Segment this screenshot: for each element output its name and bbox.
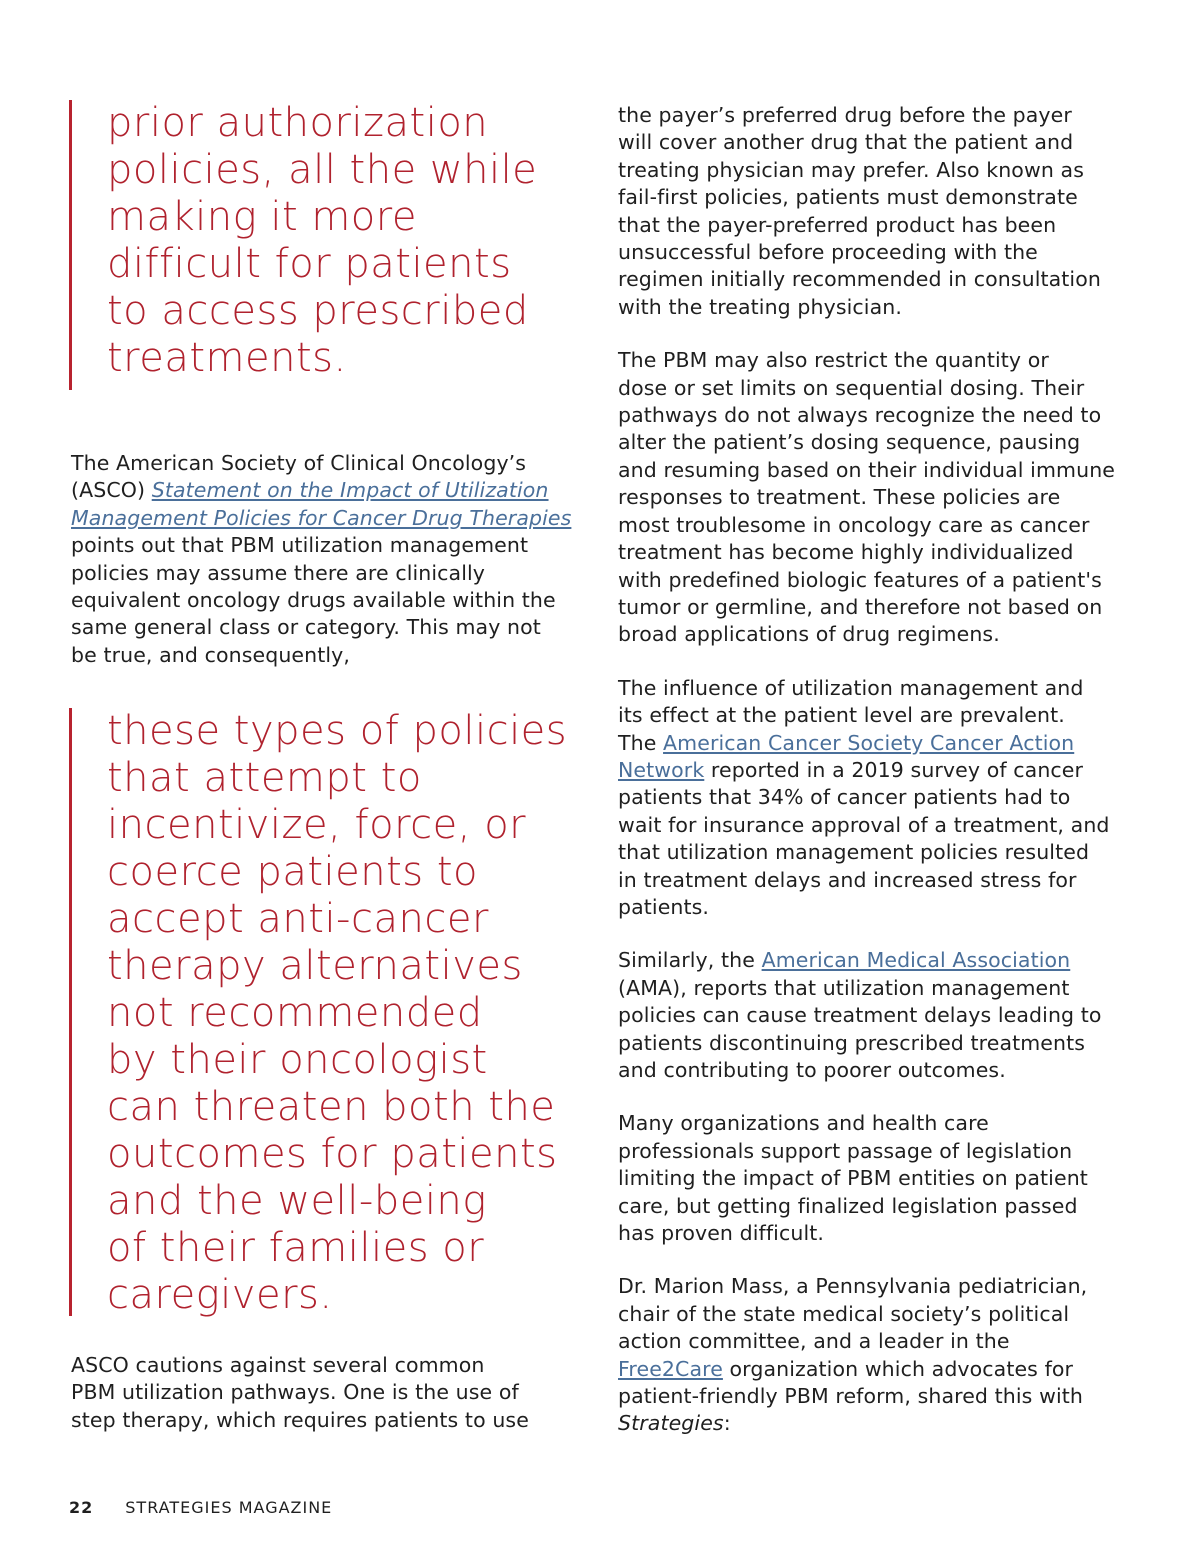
- page-footer: [69, 1498, 332, 1517]
- text-fragment: The: [618, 730, 664, 755]
- text-line: limiting the impact of PBM entities on patient: [618, 1166, 1088, 1191]
- text-line: treatment has become highly individualized: [618, 540, 1074, 565]
- text-line: [618, 730, 1138, 757]
- asco-statement-link[interactable]: Statement on the Impact of Utilization: [151, 478, 549, 503]
- text-line: care, but getting finalized legislation passed: [618, 1193, 1078, 1218]
- text-fragment: organization which advocates for: [722, 1356, 1074, 1381]
- left-paragraph-step-therapy: [71, 1352, 591, 1434]
- pull-quote-2: [69, 708, 567, 1316]
- text-line: broad applications of drug regimens.: [618, 622, 1000, 647]
- ama-link[interactable]: American Medical Association: [761, 948, 1071, 973]
- text-fragment: :: [723, 1411, 731, 1436]
- text-line: [71, 477, 591, 504]
- right-paragraph-marion-mass: [618, 1273, 1138, 1437]
- quote-line: outcomes for patients: [107, 1131, 558, 1177]
- text-line: policies may assume there are clinically: [71, 560, 486, 585]
- text-line: [618, 947, 1138, 974]
- free2care-link[interactable]: Free2Care: [618, 1356, 723, 1381]
- text-line: with the treating physician.: [618, 294, 902, 319]
- text-line: with predefined biologic features of a patient's: [618, 567, 1102, 592]
- text-line: action committee, and a leader in the: [618, 1329, 1010, 1354]
- text-line: [71, 505, 591, 532]
- quote-line: prior authorization: [107, 100, 489, 146]
- text-line: patients that 34% of cancer patients had to: [618, 785, 1071, 810]
- quote-line: difficult for patients: [107, 241, 512, 287]
- text-line: chair of the state medical society’s political: [618, 1301, 1070, 1326]
- text-line: fail-first policies, patients must demonstrate: [618, 185, 1078, 210]
- publication-title: STRATEGIES MAGAZINE: [125, 1498, 333, 1517]
- text-fragment: Similarly, the: [618, 948, 762, 973]
- paragraph-gap: [618, 321, 1138, 347]
- quote-line: making it more: [107, 194, 417, 240]
- quote-line: these types of policies: [107, 708, 568, 754]
- paragraph-gap: [618, 921, 1138, 947]
- text-line: professionals support passage of legislation: [618, 1138, 1073, 1163]
- text-line: The PBM may also restrict the quantity or: [618, 348, 1049, 373]
- text-line: patient-friendly PBM reform, shared this with: [618, 1384, 1083, 1409]
- text-line: patients discontinuing prescribed treatments: [618, 1030, 1086, 1055]
- text-line: [618, 757, 1138, 784]
- acs-cancer-action-network-link[interactable]: American Cancer Society Cancer Action: [663, 730, 1075, 755]
- quote-line: therapy alternatives: [107, 943, 523, 989]
- text-line: wait for insurance approval of a treatment, and: [618, 812, 1110, 837]
- left-paragraph-asco-statement: [71, 450, 591, 669]
- text-line: patients.: [618, 894, 710, 919]
- text-line: and contributing to poorer outcomes.: [618, 1058, 1006, 1082]
- text-fragment: reported in a 2019 survey of cancer: [704, 757, 1084, 782]
- text-line: its effect at the patient level are prevalent.: [618, 703, 1065, 728]
- quote-line: of their families or: [107, 1225, 485, 1271]
- text-line: The American Society of Clinical Oncology’s: [71, 451, 527, 475]
- text-line: alter the patient’s dosing sequence, pausing: [618, 430, 1081, 455]
- text-line: tumor or germline, and therefore not based on: [618, 594, 1103, 619]
- text-line: has proven difficult.: [618, 1221, 824, 1246]
- right-paragraph-ama: [618, 947, 1138, 1084]
- asco-statement-link-continued[interactable]: Management Policies for Cancer Drug Therapies: [71, 505, 572, 530]
- publication-name: Strategies: [618, 1411, 724, 1436]
- text-line: step therapy, which requires patients to use: [71, 1407, 529, 1432]
- text-line: same general class or category. This may not: [71, 615, 541, 640]
- text-line: [618, 1356, 1138, 1383]
- quote-line: and the well-being: [107, 1178, 487, 1224]
- page-number: 22: [69, 1498, 94, 1517]
- text-line: equivalent oncology drugs available within the: [71, 588, 556, 613]
- text-line: the payer’s preferred drug before the payer: [618, 103, 1072, 127]
- text-line: ASCO cautions against several common: [71, 1353, 485, 1377]
- text-line: [618, 1410, 1138, 1437]
- quote-line: treatments.: [107, 335, 347, 381]
- text-line: pathways do not always recognize the need to: [618, 403, 1102, 428]
- right-column: [618, 102, 1138, 1438]
- text-line: that utilization management policies resulted: [618, 840, 1090, 865]
- quote-line: accept anti-cancer: [107, 896, 489, 942]
- quote-line: can threaten both the: [107, 1084, 556, 1130]
- text-line: most troublesome in oncology care as cancer: [618, 512, 1090, 537]
- pull-quote-1: [69, 100, 537, 390]
- text-line: points out that PBM utilization management: [71, 533, 529, 558]
- acs-cancer-action-network-link-continued[interactable]: Network: [618, 757, 705, 782]
- quote-line: to access prescribed: [107, 288, 529, 334]
- quote-line: coerce patients to: [107, 849, 479, 895]
- quote-line: by their oncologist: [107, 1037, 488, 1083]
- text-line: PBM utilization pathways. One is the use of: [71, 1380, 519, 1405]
- quote-line: policies, all the while: [107, 147, 538, 193]
- right-paragraph-legislation: [618, 1110, 1138, 1247]
- text-fragment: (ASCO): [71, 478, 152, 503]
- paragraph-gap: [618, 1084, 1138, 1110]
- text-line: that the payer-preferred product has been: [618, 212, 1057, 237]
- quote-line: not recommended: [107, 990, 483, 1036]
- right-paragraph-acs-survey: [618, 675, 1138, 922]
- text-line: (AMA), reports that utilization management: [618, 975, 1070, 1000]
- text-line: dose or set limits on sequential dosing. Their: [618, 375, 1085, 400]
- text-line: The influence of utilization management and: [618, 675, 1084, 700]
- text-line: and resuming based on their individual immune: [618, 457, 1116, 482]
- text-line: regimen initially recommended in consultation: [618, 267, 1101, 292]
- text-line: in treatment delays and increased stress for: [618, 867, 1077, 892]
- text-line: responses to treatment. These policies are: [618, 485, 1061, 510]
- quote-line: that attempt to: [107, 755, 422, 801]
- text-line: Many organizations and health care: [618, 1111, 989, 1136]
- text-line: unsuccessful before proceeding with the: [618, 240, 1038, 265]
- right-paragraph-dosing: [618, 347, 1138, 648]
- right-paragraph-step-therapy: [618, 102, 1138, 321]
- text-line: will cover another drug that the patient and: [618, 130, 1074, 155]
- paragraph-gap: [618, 1247, 1138, 1273]
- text-line: policies can cause treatment delays leading to: [618, 1003, 1102, 1028]
- paragraph-gap: [618, 649, 1138, 675]
- quote-line: incentivize, force, or: [107, 802, 527, 848]
- text-line: treating physician may prefer. Also known as: [618, 157, 1084, 182]
- quote-line: caregivers.: [107, 1272, 333, 1318]
- text-line: be true, and consequently,: [71, 642, 351, 667]
- text-line: Dr. Marion Mass, a Pennsylvania pediatrician,: [618, 1274, 1088, 1299]
